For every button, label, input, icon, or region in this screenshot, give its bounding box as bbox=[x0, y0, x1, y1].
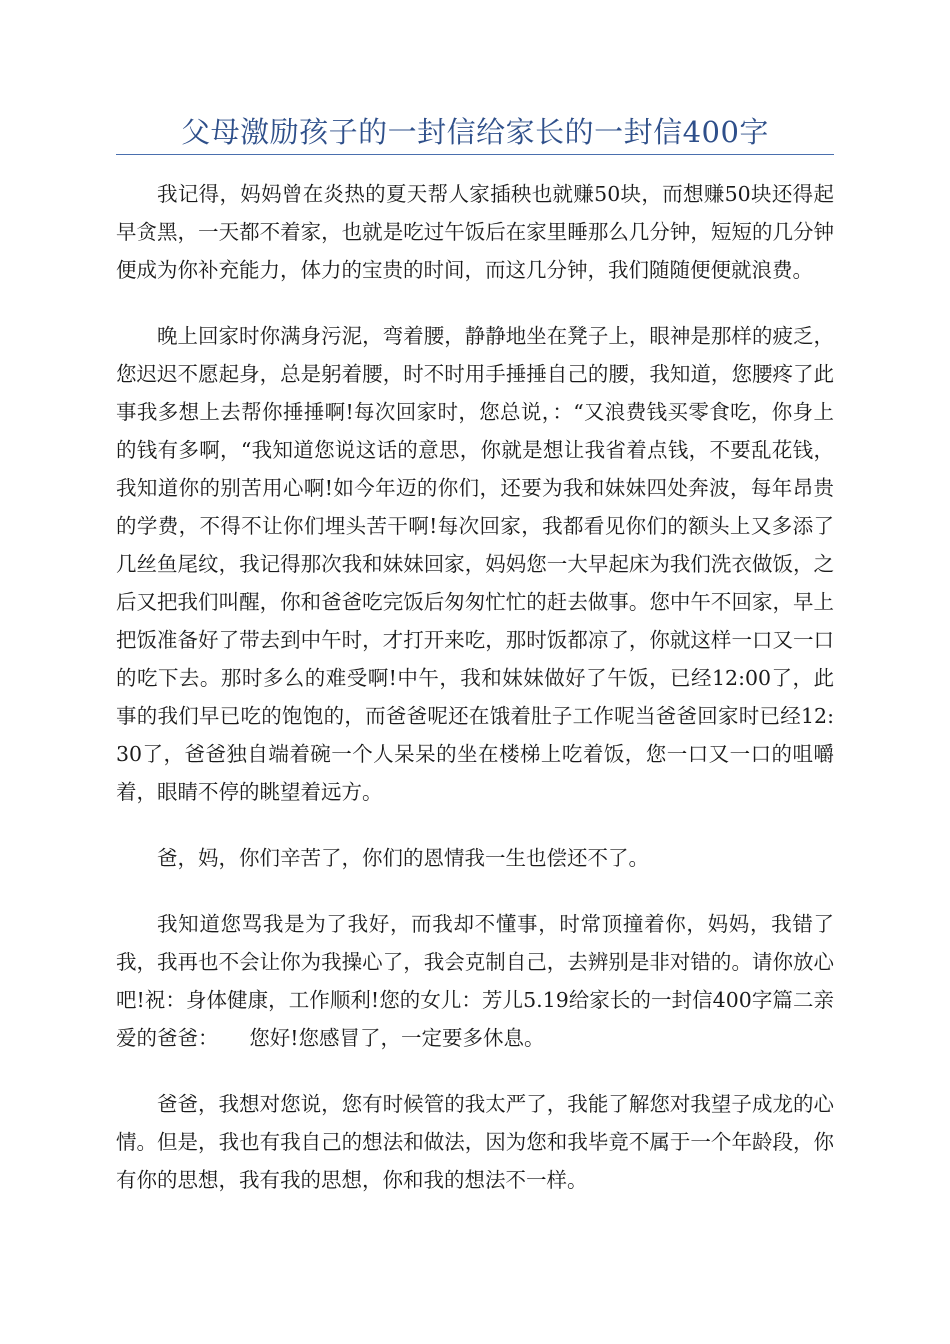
title-underline bbox=[116, 154, 834, 155]
paragraph-4: 我知道您骂我是为了我好，而我却不懂事，时常顶撞着你，妈妈，我错了我，我再也不会让你为我操心了，我会克制自己，去辨别是非对错的。请你放心吧!祝：身体健康，工作顺利!您的女儿：芳儿5.19给家长的一封信400字篇二亲爱的爸爸： 您好!您感冒了，一定要多休息。 bbox=[116, 912, 834, 1050]
paragraph-2: 晚上回家时你满身污泥，弯着腰，静静地坐在凳子上，眼神是那样的疲乏，您迟迟不愿起身，总是躬着腰，时不时用手捶捶自己的腰，我知道，您腰疼了此事我多想上去帮你捶捶啊!每次回家时，您总说，：“又浪费钱买零食吃，你身上的钱有多啊，“我知道您说这话的意思，你就是想让我省着点钱，不要乱花钱，我知道你的别苦用心啊!如今年迈的你们，还要为我和妹妹四处奔波，每年昂贵的学费，不得不让你们埋头苦干啊!每次回家，我都看见你们的额头上又多添了几丝鱼尾纹，我记得那次我和妹妹回家，妈妈您一大早起床为我们洗衣做饭，之后又把我们叫醒，你和爸爸吃完饭后匆匆忙忙的赶去做事。您中午不回家，早上把饭准备好了带去到中午时，才打开来吃，那时饭都凉了，你就这样一口又一口的吃下去。那时多么的难受啊!中午，我和妹妹做好了午饭，已经12:00了，此事的我们早已吃的饱饱的，而爸爸呢还在饿着肚子工作呢当爸爸回家时已经12:30了，爸爸独自端着碗一个人呆呆的坐在楼梯上吃着饭，您一口又一口的咀嚼着，眼睛不停的眺望着远方。 bbox=[116, 324, 834, 804]
paragraph-1: 我记得，妈妈曾在炎热的夏天帮人家插秧也就赚50块，而想赚50块还得起早贪黑，一天都不着家，也就是吃过午饭后在家里睡那么几分钟，短短的几分钟便成为你补充能力，体力的宝贵的时间，而这几分钟，我们随随便便就浪费。 bbox=[116, 182, 834, 282]
paragraph-5: 爸爸，我想对您说，您有时候管的我太严了，我能了解您对我望子成龙的心情。但是，我也有我自己的想法和做法，因为您和我毕竟不属于一个年龄段，你有你的思想，我有我的思想，你和我的想法不一样。 bbox=[116, 1092, 834, 1192]
paragraph-3: 爸，妈，你们辛苦了，你们的恩情我一生也偿还不了。 bbox=[157, 846, 649, 870]
document-title: 父母激励孩子的一封信给家长的一封信400字 bbox=[181, 115, 769, 149]
document-body bbox=[116, 175, 834, 1227]
